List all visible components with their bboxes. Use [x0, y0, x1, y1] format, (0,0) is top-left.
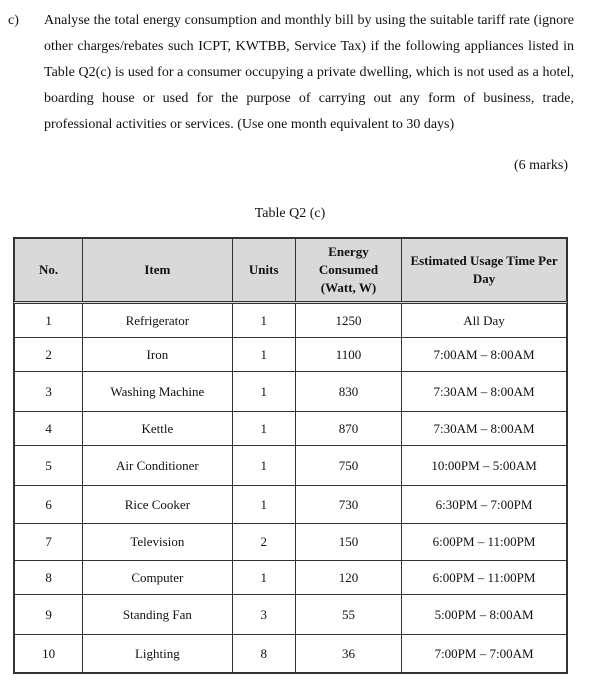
cell-item: Rice Cooker	[83, 486, 232, 524]
cell-energy: 870	[295, 412, 401, 446]
question-text: Analyse the total energy consumption and monthly bill by using the suitable tariff rate (ignore other charges/rebates such ICPT, KWTBB, Service Tax) if the following appliances listed in Table Q2(c) is used for a consumer occupying a private dwelling, which is not used as a hotel, boarding house or used for the purpose of carrying out any form of business, trade, professional activities or services. (Use one month equivalent to 30 days)	[44, 13, 574, 132]
cell-units: 1	[232, 338, 295, 372]
cell-time: All Day	[402, 303, 567, 338]
cell-no: 7	[15, 524, 83, 561]
cell-energy: 55	[295, 595, 401, 635]
table-row	[15, 338, 567, 372]
cell-time: 7:00PM – 7:00AM	[402, 635, 567, 673]
marks-label: (6 marks)	[513, 158, 568, 173]
cell-item: Television	[83, 524, 232, 561]
cell-time: 10:00PM – 5:00AM	[402, 446, 567, 486]
cell-item: Iron	[83, 338, 232, 372]
table-row	[15, 486, 567, 524]
cell-item: Air Conditioner	[83, 446, 232, 486]
cell-units: 1	[232, 372, 295, 412]
cell-units: 1	[232, 446, 295, 486]
cell-no: 8	[15, 561, 83, 595]
cell-no: 5	[15, 446, 83, 486]
cell-units: 1	[232, 412, 295, 446]
cell-item: Lighting	[83, 635, 232, 673]
cell-units: 2	[232, 524, 295, 561]
cell-no: 2	[15, 338, 83, 372]
cell-no: 1	[15, 303, 83, 338]
table-caption: Table Q2 (c)	[254, 206, 326, 221]
table-row	[15, 372, 567, 412]
cell-time: 7:30AM – 8:00AM	[402, 412, 567, 446]
cell-item: Washing Machine	[83, 372, 232, 412]
cell-units: 1	[232, 303, 295, 338]
cell-time: 7:30AM – 8:00AM	[402, 372, 567, 412]
cell-time: 7:00AM – 8:00AM	[402, 338, 567, 372]
cell-item: Refrigerator	[83, 303, 232, 338]
cell-energy: 36	[295, 635, 401, 673]
table-row	[15, 303, 567, 338]
cell-energy: 750	[295, 446, 401, 486]
table-row	[15, 561, 567, 595]
cell-time: 5:00PM – 8:00AM	[402, 595, 567, 635]
header-energy: Energy Consumed (Watt, W)	[295, 239, 401, 303]
cell-units: 1	[232, 561, 295, 595]
cell-units: 1	[232, 486, 295, 524]
cell-time: 6:00PM – 11:00PM	[402, 561, 567, 595]
table-header-row	[15, 239, 567, 303]
cell-no: 3	[15, 372, 83, 412]
cell-energy: 150	[295, 524, 401, 561]
cell-item: Kettle	[83, 412, 232, 446]
cell-units: 8	[232, 635, 295, 673]
header-units: Units	[232, 239, 295, 303]
header-time: Estimated Usage Time Per Day	[402, 239, 567, 303]
cell-no: 10	[15, 635, 83, 673]
table-row	[15, 595, 567, 635]
table-row	[15, 635, 567, 673]
question-label: c)	[8, 13, 19, 28]
cell-item: Computer	[83, 561, 232, 595]
table-row	[15, 524, 567, 561]
cell-energy: 1250	[295, 303, 401, 338]
header-no: No.	[15, 239, 83, 303]
cell-no: 6	[15, 486, 83, 524]
cell-no: 4	[15, 412, 83, 446]
cell-units: 3	[232, 595, 295, 635]
cell-energy: 1100	[295, 338, 401, 372]
cell-item: Standing Fan	[83, 595, 232, 635]
cell-energy: 830	[295, 372, 401, 412]
appliance-table	[14, 238, 567, 673]
cell-energy: 730	[295, 486, 401, 524]
question-block	[8, 8, 574, 138]
header-item: Item	[83, 239, 232, 303]
cell-energy: 120	[295, 561, 401, 595]
cell-no: 9	[15, 595, 83, 635]
cell-time: 6:00PM – 11:00PM	[402, 524, 567, 561]
table-row	[15, 446, 567, 486]
table-row	[15, 412, 567, 446]
cell-time: 6:30PM – 7:00PM	[402, 486, 567, 524]
